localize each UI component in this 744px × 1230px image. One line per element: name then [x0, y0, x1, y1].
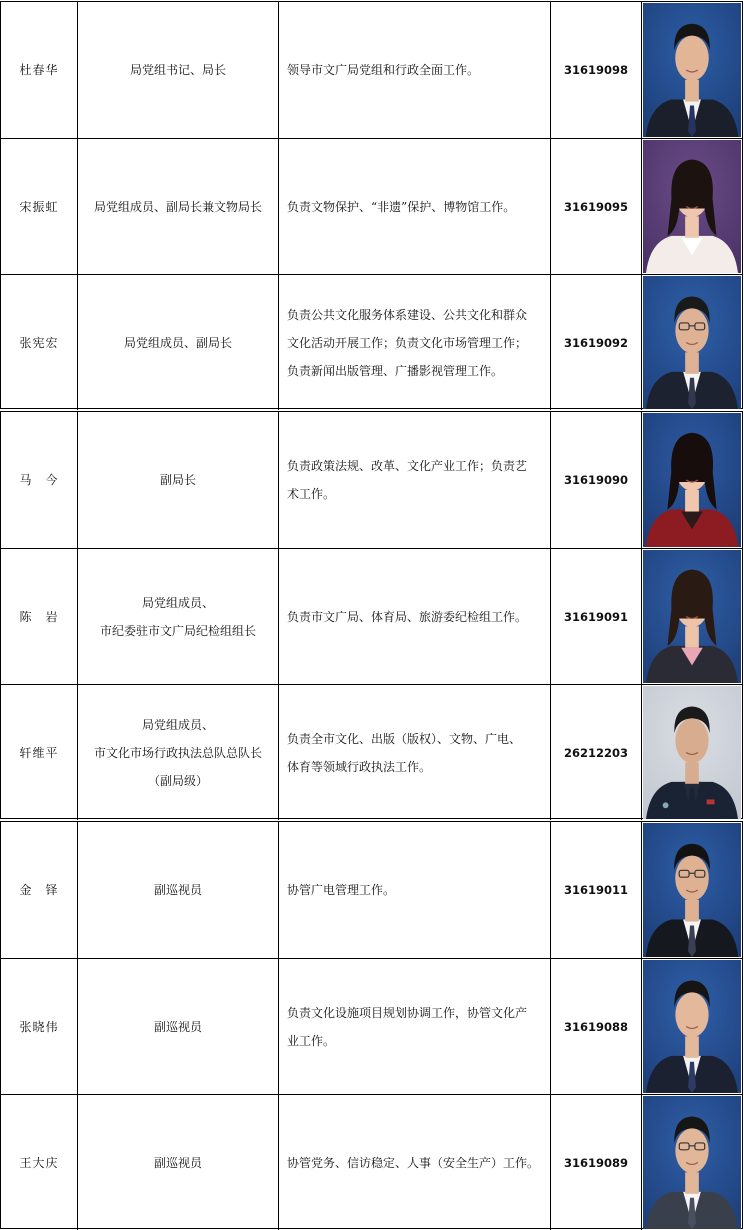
staff-duties — [278, 685, 550, 820]
staff-phone: 31619098 — [550, 2, 641, 138]
duty-line: 业工作。 — [287, 1033, 336, 1048]
position-line: 副巡视员 — [153, 1019, 202, 1034]
portrait-image — [643, 960, 741, 1093]
portrait-image — [643, 686, 741, 819]
portrait-image — [643, 140, 741, 273]
duty-line: 负责政策法规、改革、文化产业工作；负责艺 — [287, 459, 528, 473]
staff-position — [77, 685, 278, 820]
staff-duties — [278, 412, 550, 548]
staff-name: 张宪宏 — [19, 335, 59, 350]
duty-line: 负责市文广局、体育局、旅游委纪检组工作。 — [287, 609, 528, 624]
staff-photo — [641, 822, 742, 958]
duty-line: 领导市文广局党组和行政全面工作。 — [287, 63, 480, 77]
position-line: 局党组成员、副局长兼文物局长 — [93, 199, 262, 214]
staff-position — [77, 822, 278, 958]
position-line: 副巡视员 — [153, 883, 202, 897]
duty-line: 术工作。 — [287, 487, 336, 501]
duty-line: 负责全市文化、出版（版权）、文物、广电、 — [287, 731, 522, 746]
table-row — [1, 138, 742, 274]
staff-phone: 31619089 — [550, 1095, 641, 1230]
duty-line: 负责公共文化服务体系建设、公共文化和群众 — [287, 307, 528, 322]
table-section — [0, 821, 743, 1229]
staff-name: 马 今 — [19, 473, 59, 487]
staff-duties — [278, 275, 550, 410]
portrait-image — [643, 1096, 741, 1229]
staff-position — [77, 549, 278, 684]
table-row — [1, 958, 742, 1094]
duty-line: 负责文物保护、“非遗”保护、博物馆工作。 — [287, 199, 516, 214]
staff-phone: 31619090 — [550, 412, 641, 548]
portrait-image — [643, 3, 741, 137]
table-row — [1, 274, 742, 410]
staff-duties — [278, 822, 550, 958]
staff-position — [77, 412, 278, 548]
staff-duties — [278, 549, 550, 684]
portrait-image — [643, 823, 741, 957]
table-row — [1, 684, 742, 820]
staff-phone: 31619011 — [550, 822, 641, 958]
staff-name: 金 铎 — [19, 883, 59, 897]
position-line: 局党组成员、 — [141, 595, 214, 610]
position-line: 局党组书记、局长 — [129, 63, 226, 77]
staff-phone: 31619091 — [550, 549, 641, 684]
staff-name: 王大庆 — [19, 1155, 59, 1170]
staff-photo — [641, 2, 742, 138]
portrait-image — [643, 276, 741, 409]
staff-name: 宋振虹 — [19, 199, 59, 214]
position-line: 局党组成员、副局长 — [123, 335, 232, 350]
position-line: 副巡视员 — [153, 1155, 202, 1170]
staff-phone: 26212203 — [550, 685, 641, 820]
staff-position — [77, 1095, 278, 1230]
staff-position — [77, 139, 278, 274]
staff-photo — [641, 549, 742, 684]
staff-photo — [641, 1095, 742, 1230]
staff-photo — [641, 685, 742, 820]
position-line: （副局级） — [147, 773, 208, 788]
portrait-image — [643, 550, 741, 683]
table-row — [1, 548, 742, 684]
position-line: 市文化市场行政执法总队总队长 — [93, 745, 262, 760]
table-row — [1, 822, 742, 958]
duty-line: 文化活动开展工作；负责文化市场管理工作； — [287, 335, 528, 350]
position-line: 副局长 — [159, 473, 196, 487]
table-row — [1, 1094, 742, 1230]
staff-name: 轩维平 — [19, 745, 59, 760]
staff-position — [77, 959, 278, 1094]
staff-name: 张晓伟 — [19, 1019, 59, 1034]
table-section — [0, 411, 743, 819]
staff-name: 陈 岩 — [19, 609, 59, 624]
staff-photo — [641, 959, 742, 1094]
table-row — [1, 412, 742, 548]
duty-line: 协管广电管理工作。 — [287, 883, 396, 897]
staff-duties — [278, 1095, 550, 1230]
staff-photo — [641, 412, 742, 548]
duty-line: 体育等领域行政执法工作。 — [287, 759, 432, 774]
table-row — [1, 2, 742, 138]
portrait-image — [643, 413, 741, 547]
staff-phone: 31619095 — [550, 139, 641, 274]
staff-position — [77, 275, 278, 410]
staff-name: 杜春华 — [19, 63, 59, 77]
staff-photo — [641, 275, 742, 410]
staff-position — [77, 2, 278, 138]
staff-duties — [278, 139, 550, 274]
staff-duties — [278, 2, 550, 138]
staff-photo — [641, 139, 742, 274]
position-line: 局党组成员、 — [141, 717, 214, 732]
staff-phone: 31619088 — [550, 959, 641, 1094]
duty-line: 协管党务、信访稳定、人事（安全生产）工作。 — [287, 1155, 540, 1170]
table-section — [0, 1, 743, 409]
staff-phone: 31619092 — [550, 275, 641, 410]
staff-duties — [278, 959, 550, 1094]
duty-line: 负责新闻出版管理、广播影视管理工作。 — [287, 363, 504, 378]
duty-line: 负责文化设施项目规划协调工作，协管文化产 — [287, 1005, 528, 1020]
position-line: 市纪委驻市文广局纪检组组长 — [99, 623, 256, 638]
